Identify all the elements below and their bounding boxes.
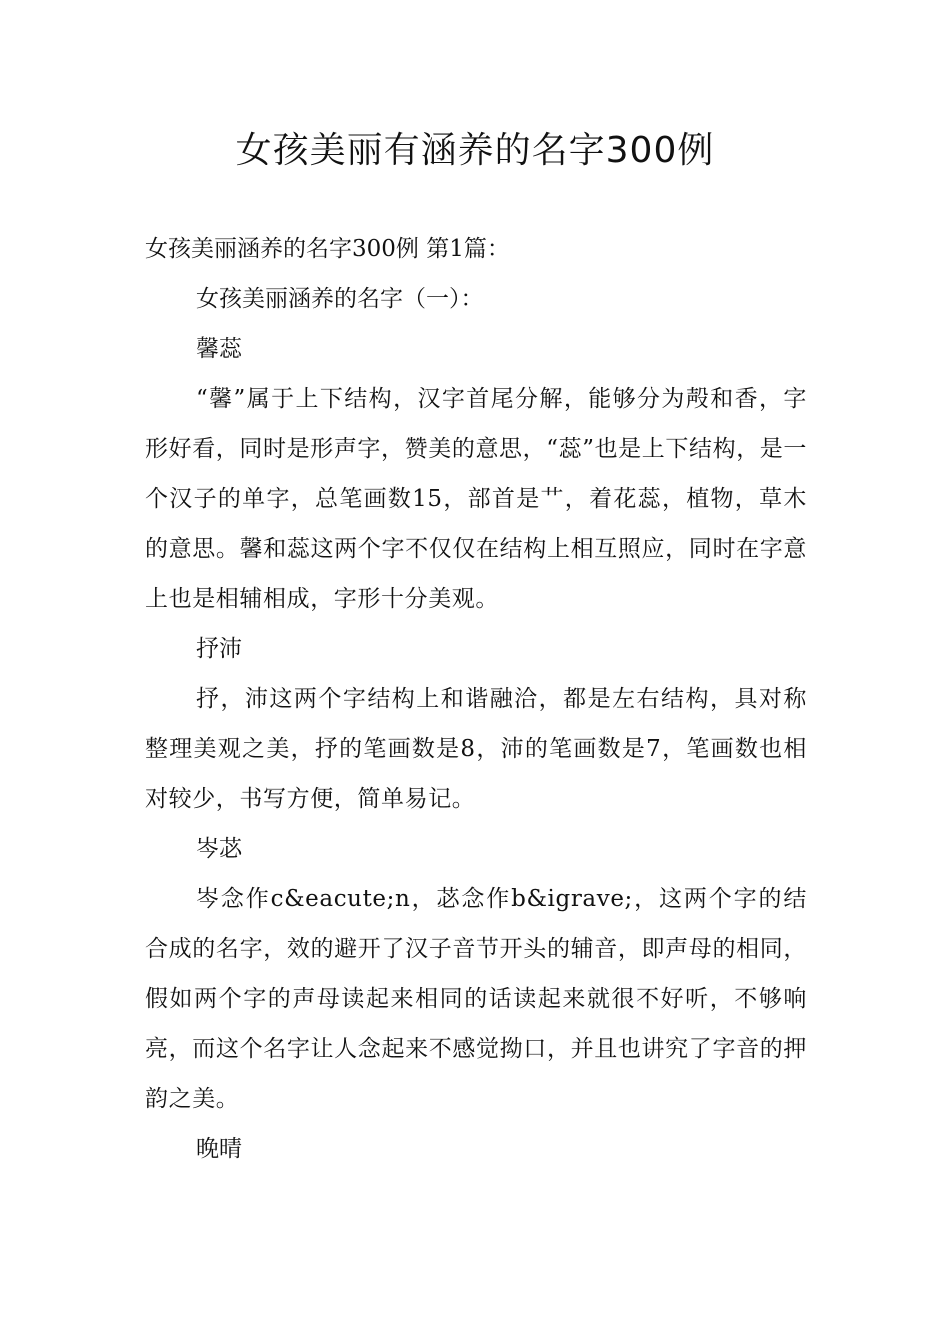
document-body <box>145 224 807 1174</box>
document-title: 女孩美丽有涵养的名字300例 <box>235 130 715 171</box>
entry-name: 晚晴 <box>196 1136 242 1162</box>
entry-name: 馨蕊 <box>196 336 242 362</box>
subheading: 女孩美丽涵养的名字（一）： <box>196 286 484 312</box>
entry-description: 抒，沛这两个字结构上和谐融洽，都是左右结构，具对称整理美观之美，抒的笔画数是8，沛的笔画数是7，笔画数也相对较少，书写方便，简单易记。 <box>145 686 807 812</box>
entry-description: “馨”属于上下结构，汉字首尾分解，能够分为殸和香，字形好看，同时是形声字，赞美的意思，“蕊”也是上下结构，是一个汉子的单字，总笔画数15，部首是艹，着花蕊，植物，草木的意思。馨和蕊这两个字不仅仅在结构上相互照应，同时在字意上也是相辅相成，字形十分美观。 <box>145 386 807 612</box>
section-heading: 女孩美丽涵养的名字300例 第1篇： <box>145 236 510 262</box>
entry-name: 岑苾 <box>196 836 242 862</box>
entry-name: 抒沛 <box>196 636 242 662</box>
entry-description: 岑念作c&eacute;n，苾念作b&igrave;，这两个字的结合成的名字，效的避开了汉子音节开头的辅音，即声母的相同，假如两个字的声母读起来相同的话读起来就很不好听，不够响亮，而这个名字让人念起来不感觉拗口，并且也讲究了字音的押韵之美。 <box>145 886 807 1112</box>
